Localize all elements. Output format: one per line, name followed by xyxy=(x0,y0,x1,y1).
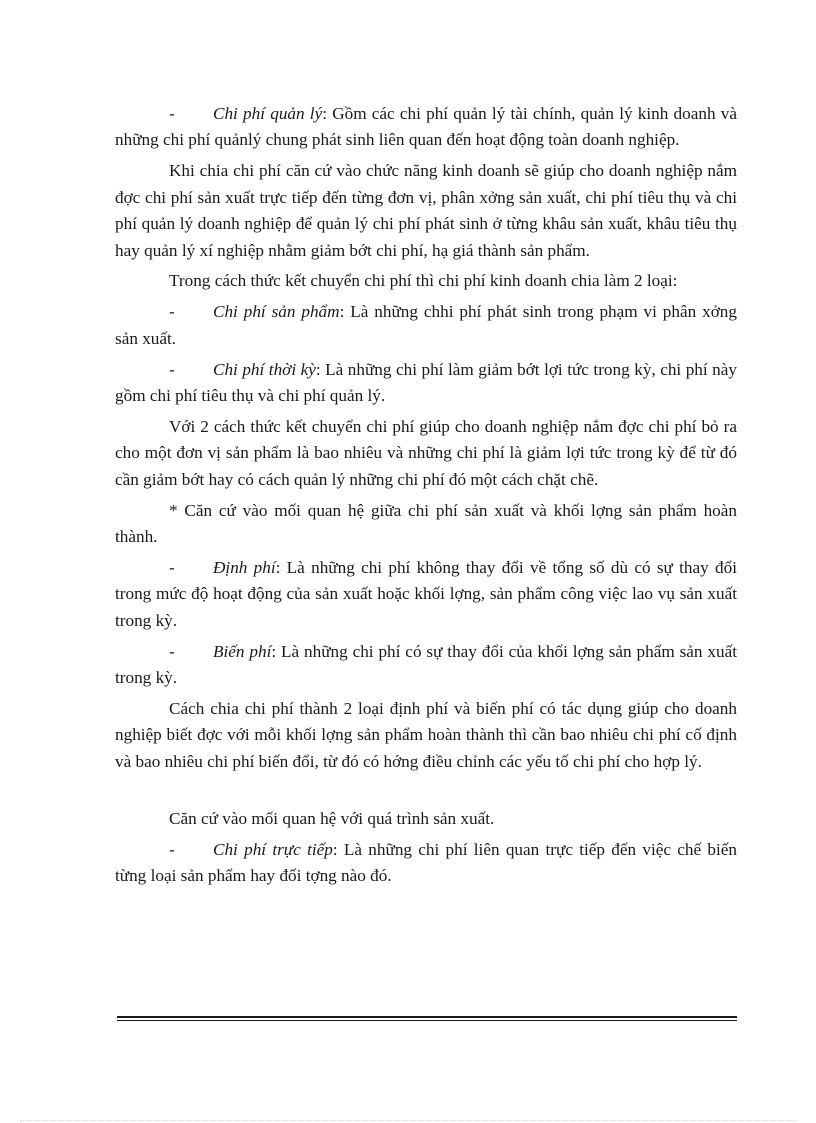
paragraph-quan-he-san-xuat: Căn cứ vào mối quan hệ với quá trình sản xuất. xyxy=(169,808,495,828)
paragraph-chi-phi-truc-tiep xyxy=(115,837,737,890)
document-body xyxy=(115,101,737,894)
paragraph-chi-phi-quan-ly xyxy=(115,101,737,154)
paragraph-ket-chuyen-summary: Với 2 cách thức kết chuyển chi phí giúp cho doanh nghiệp nắm đợc chi phí bỏ ra cho một đơn vị sản phẩm là bao nhiêu và những chi phí là giảm lợi tức trong kỳ để từ đó cần giảm bớt hay có cách quản lý những chi phí đó một cách chặt chẽ. xyxy=(115,416,737,489)
term-dinh-phi: Định phí xyxy=(213,558,276,577)
term-bien-phi: Biến phí xyxy=(213,641,272,661)
term-chi-phi-quan-ly: Chi phí quản lý xyxy=(213,104,323,123)
paragraph-text: : Gồm các chi phí quản lý tài chính, quản lý kinh doanh và những chi phí quảnlý chung phát sinh liên quan đến hoạt động toàn doanh nghiệp. xyxy=(115,104,737,150)
paragraph-text: : Là những chi phí không thay đổi về tổng số dù có sự thay đổi trong mức độ hoạt động của sản xuất hoặc khối lợng, sản phẩm công việc lao vụ sản xuất trong kỳ. xyxy=(115,558,737,630)
bullet-dash: - xyxy=(169,359,175,379)
paragraph-dinh-bien-phi-summary: Cách chia chi phí thành 2 loại định phí và biến phí có tác dụng giúp cho doanh nghiệp biết đợc với mỗi khối lợng sản phẩm hoàn thành thì cần bao nhiêu chi phí cố định và bao nhiêu chi phí biến đổi, từ đó có hớng điều chỉnh các yếu tố chi phí cho hợp lý. xyxy=(115,699,737,771)
paragraph-bien-phi xyxy=(115,639,737,692)
paragraph-text: : Là những chi phí làm giảm bớt lợi tức trong kỳ, chi phí này gồm chi phí tiêu thụ và chi phí quản lý. xyxy=(115,359,737,406)
bullet-dash: - xyxy=(169,558,175,577)
blank-line xyxy=(115,780,737,806)
paragraph-quan-he-khoi-luong: * Căn cứ vào mối quan hệ giữa chi phí sản xuất và khối lợng sản phẩm hoàn thành. xyxy=(115,500,737,547)
paragraph-chi-phi-thoi-ky xyxy=(115,357,737,410)
term-chi-phi-san-pham: Chi phí sản phẩm xyxy=(213,302,340,322)
term-chi-phi-thoi-ky: Chi phí thời kỳ xyxy=(213,359,316,379)
paragraph-text: : Là những chhi phí phát sinh trong phạm vi phân xởng sản xuất. xyxy=(115,302,737,348)
page-bottom-dotted-border xyxy=(20,1120,796,1121)
paragraph-chi-phi-san-pham xyxy=(115,299,737,352)
footer-double-rule xyxy=(117,1016,737,1021)
bullet-dash: - xyxy=(169,104,175,123)
paragraph-dinh-phi xyxy=(115,555,737,634)
bullet-dash: - xyxy=(169,302,175,322)
paragraph-ket-chuyen-intro: Trong cách thức kết chuyển chi phí thì chi phí kinh doanh chia làm 2 loại: xyxy=(169,271,678,291)
bullet-dash: - xyxy=(169,641,175,661)
paragraph-text: : Là những chi phí có sự thay đổi của khối lợng sản phẩm sản xuất trong kỳ. xyxy=(115,641,737,688)
paragraph-chuc-nang-kinh-doanh: Khi chia chi phí căn cứ vào chức năng kinh doanh sẽ giúp cho doanh nghiệp nắm đợc chi phí sản xuất trực tiếp đến từng đơn vị, phân xởng sản xuất, chi phí tiêu thụ và chi phí quản lý doanh nghiệp để quản lý chi phí phát sinh ở từng khâu sản xuất, khâu tiêu thụ hay quản lý xí nghiệp nhằm giảm bớt chi phí, hạ giá thành sản phẩm. xyxy=(115,161,737,260)
paragraph-text: : Là những chi phí liên quan trực tiếp đến việc chế biến từng loại sản phẩm hay đối tợng nào đó. xyxy=(115,839,737,886)
bullet-dash: - xyxy=(169,839,175,859)
term-chi-phi-truc-tiep: Chi phí trực tiếp xyxy=(213,839,333,859)
